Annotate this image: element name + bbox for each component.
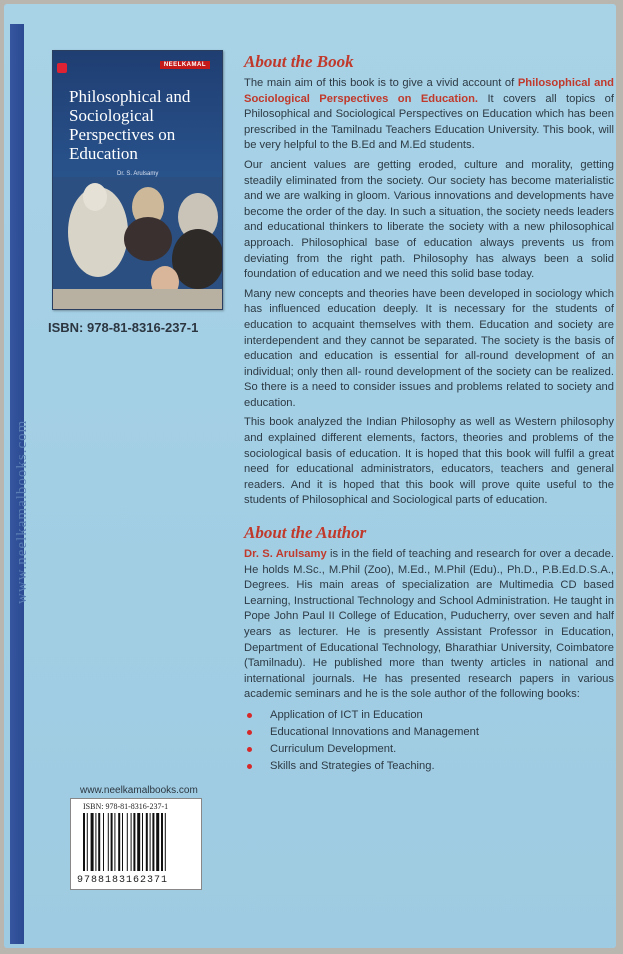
barcode-number: 9788183162371 (77, 875, 169, 886)
thumbnail-author: Dr. S. Arulsamy (117, 171, 159, 177)
list-item (244, 741, 614, 758)
about-book-paragraph-2: Our ancient values are getting eroded, culture and morality, getting steadily eliminated from the society. Our society has become materialistic and we are walking in gloom. Various innovations and developments have become the order of the day. In such a situation, the society needs leaders and educational thinkers to liberate the society with a new philosophical approach. Philosophical base of education always prevents us from deviating from the right path. Philosophy has always been a solid foundation of education and we need this solid base today. (244, 158, 614, 281)
front-cover-thumbnail (52, 50, 223, 310)
about-book-paragraph-4: This book analyzed the Indian Philosophy as well as Western philosophy and explained different elements, factors, theories and problems of the sociological basis of education. It is hoped that this book will fulfil a great need for educational administrators, educators, teachers and general readers. And it is hoped that this book will prove quite useful to the students of Philosophical and Sociological parts of education. (244, 416, 614, 507)
book-title: Curriculum Development. (270, 742, 397, 755)
bullet-icon (247, 713, 252, 718)
author-name: Dr. S. Arulsamy (244, 548, 327, 561)
isbn-label: ISBN: 978-81-8316-237-1 (48, 320, 199, 335)
about-book-p1-highlight: Philosophical and Sociological Perspectives on Education. (244, 77, 614, 105)
thumbnail-title: Philosophical and Sociological Perspectives on Education (69, 87, 191, 163)
bullet-icon (247, 747, 252, 752)
about-book-paragraph-1 (244, 76, 614, 154)
author-bio: is in the field of teaching and research for over a decade. He holds M.Sc., M.Phil (Zoo), M.Ed., M.Phil (Edu)., Ph.D., P.B.Ed.D.S.A., Degrees. His main areas of specialization are Multimedia CD based Learning, Instructional Technology and School Administration. He taught in Pope John Paul II College of Education, Puducherry, over seven and half years as lecturer. He is presently Assistant Professor in Education, Department of Educational Technology, Bharathiar University, Coimbatore (Tamilnadu). He published more than twenty articles in national and international journals. He has presented research papers in various academic seminars and he is the sole author of the following books: (244, 548, 614, 701)
barcode (70, 798, 202, 890)
about-book-p1-intro: The main aim of this book is to give a vivid account of (244, 77, 518, 89)
list-item (244, 707, 614, 724)
list-item (244, 724, 614, 741)
publisher-website: www.neelkamalbooks.com (80, 785, 198, 796)
book-title: Educational Innovations and Management (270, 725, 479, 738)
philosopher-portraits-illustration (53, 177, 222, 309)
barcode-isbn-text: ISBN: 978-81-8316-237-1 (83, 802, 169, 811)
bullet-icon (247, 730, 252, 735)
thumbnail-publisher: NEELKAMAL (160, 61, 210, 69)
bullet-icon (247, 764, 252, 769)
publisher-logo-icon (57, 63, 67, 73)
description-column (244, 52, 614, 775)
about-book-paragraph-3: Many new concepts and theories have been developed in sociology which has influenced education deeply. It is necessary for the students of education to acquaint themselves with them. Education and society are interdependent and they cannot be separated. The society is the basis of education and education is essential for all-round development of an individual; only then all- round development of the society can be realized. So there is a need to consider issues and problems related to society and education. (244, 287, 614, 409)
book-title: Application of ICT in Education (270, 708, 423, 721)
author-books-list (244, 707, 614, 775)
spine-website-url: www.neelkamalbooks.com (14, 419, 30, 604)
barcode-bars-icon (83, 813, 189, 871)
about-author-paragraph (244, 547, 614, 703)
about-book-p1-rest: It covers all topics of Philosophical and Sociological Perspectives on Education which has been prescribed in the Tamilnadu Teachers Education University. This book, will be very helpful to the B.Ed and M.Ed students. (244, 92, 615, 152)
about-book-heading: About the Book (244, 52, 354, 71)
book-title: Skills and Strategies of Teaching. (270, 759, 435, 772)
about-author-heading: About the Author (244, 523, 367, 543)
list-item (244, 758, 614, 775)
book-back-cover (4, 4, 616, 948)
